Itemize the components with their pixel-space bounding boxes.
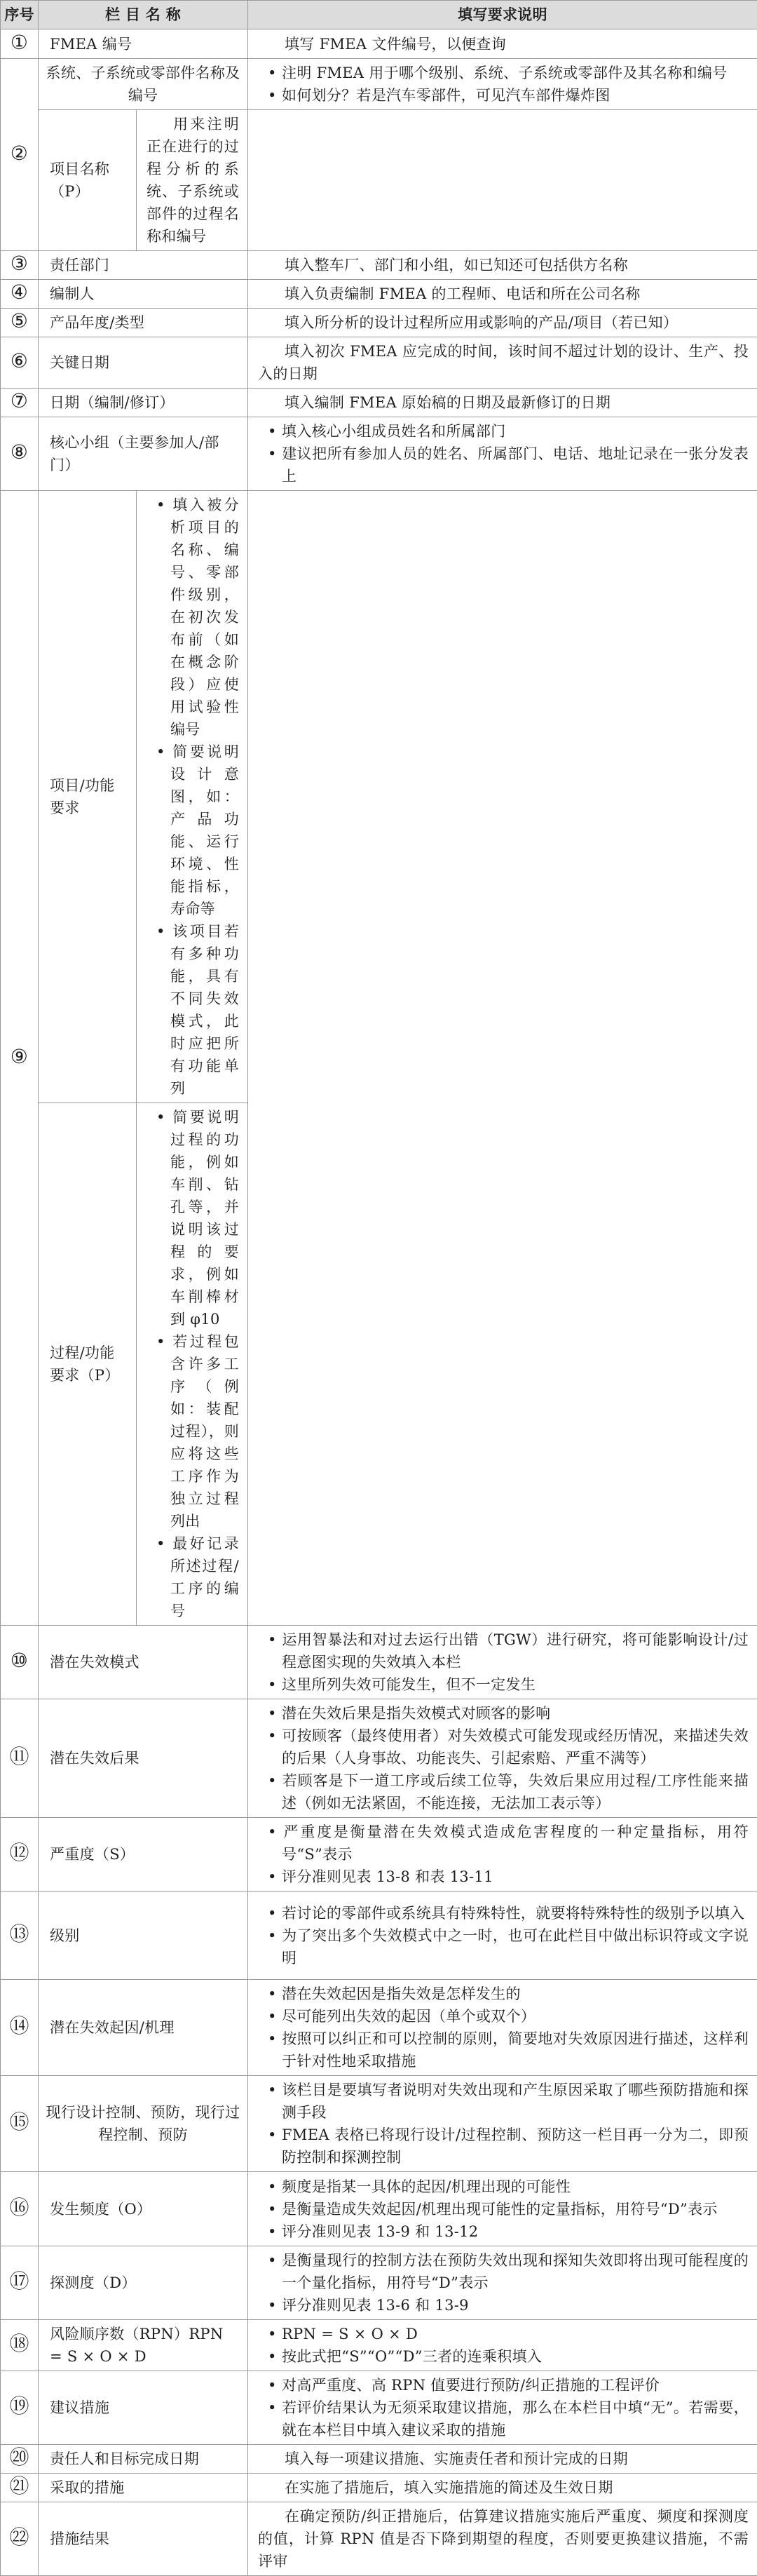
field-description bbox=[137, 110, 248, 251]
field-description bbox=[248, 2076, 757, 2172]
row-number: ⑫ bbox=[10, 1843, 29, 1863]
field-name: 责任人和目标完成日期 bbox=[39, 2445, 248, 2474]
description-bullet: • 潜在失效后果是指失效模式对顾客的影响 bbox=[258, 1702, 749, 1725]
description-text: 填写 FMEA 文件编号，以便查询 bbox=[258, 33, 749, 55]
field-description bbox=[248, 1818, 757, 1891]
header-desc: 填写要求说明 bbox=[248, 1, 757, 29]
row-number: ⑥ bbox=[10, 351, 29, 371]
description-bullet: • 可按顾客（最终使用者）对失效模式可能发现或经历情况，来描述失效的后果（人身事故、功能丧失、引起索赔、严重不满等） bbox=[258, 1725, 749, 1769]
table-row bbox=[1, 491, 757, 1103]
field-name: 潜在失效后果 bbox=[39, 1699, 248, 1818]
table-row bbox=[1, 1818, 757, 1891]
row-number-cell bbox=[1, 2246, 39, 2320]
table-row bbox=[1, 1980, 757, 2076]
description-bullet: • 频度是指某一具体的起因/机理出现的可能性 bbox=[258, 2176, 749, 2198]
row-number-cell bbox=[1, 2474, 39, 2502]
description-bullet: • 按此式把“S”“O”“D”三者的连乘积填入 bbox=[258, 2345, 749, 2368]
field-name: 过程/功能要求（P） bbox=[39, 1103, 137, 1626]
table-header-row bbox=[1, 1, 757, 29]
field-description bbox=[248, 2371, 757, 2445]
row-number: ㉒ bbox=[10, 2528, 29, 2547]
description-bullet: • 若顾客是下一道工序或后续工位等，失效后果应用过程/工序性能来描述（例如无法紧固，不能连接，无法加工表示等） bbox=[258, 1769, 749, 1814]
field-name: 项目名称（P） bbox=[39, 110, 137, 251]
row-number: ⑰ bbox=[10, 2272, 29, 2291]
row-number: ⑦ bbox=[10, 391, 29, 411]
field-description bbox=[248, 1980, 757, 2076]
row-number: ⑨ bbox=[10, 1047, 29, 1067]
row-number-cell bbox=[1, 2502, 39, 2576]
field-name: 潜在失效模式 bbox=[39, 1626, 248, 1699]
field-description bbox=[248, 309, 757, 337]
row-number-cell bbox=[1, 1818, 39, 1891]
description-bullet: • 简要说明过程的功能，例如车削、钻孔等，并说明该过程的要求，例如车削棒材到 φ10 bbox=[146, 1106, 239, 1330]
table-row bbox=[1, 1626, 757, 1699]
table-row bbox=[1, 389, 757, 417]
row-number-cell bbox=[1, 1699, 39, 1818]
field-name: 措施结果 bbox=[39, 2502, 248, 2576]
description-text: 填入整车厂、部门和小组，如已知还可包括供方名称 bbox=[258, 254, 749, 276]
row-number-cell bbox=[1, 2172, 39, 2246]
description-text: 在实施了措施后，填入实施措施的简述及生效日期 bbox=[258, 2476, 749, 2499]
field-name: 系统、子系统或零部件名称及编号 bbox=[39, 59, 248, 110]
field-name: 建议措施 bbox=[39, 2371, 248, 2445]
field-name: 潜在失效起因/机理 bbox=[39, 1980, 248, 2076]
description-bullet: • 按照可以纠正和可以控制的原则，简要地对失效原因进行描述，这样利于针对性地采取措施 bbox=[258, 2028, 749, 2072]
row-number: ④ bbox=[10, 283, 29, 302]
row-number: ③ bbox=[10, 254, 29, 274]
description-text: 填入负责编制 FMEA 的工程师、电话和所在公司名称 bbox=[258, 283, 749, 305]
row-number: ⑱ bbox=[10, 2334, 29, 2354]
description-bullet: • FMEA 表格已将现行设计/过程控制、预防这一栏目再一分为二，即预防控制和探测控制 bbox=[258, 2124, 749, 2169]
description-bullet: • 注明 FMEA 用于哪个级别、系统、子系统或零部件及其名称和编号 bbox=[258, 62, 749, 84]
row-number: ㉑ bbox=[10, 2476, 29, 2496]
field-description bbox=[248, 280, 757, 309]
row-number-cell bbox=[1, 491, 39, 1626]
row-number: ⑪ bbox=[10, 1747, 29, 1767]
field-name: 探测度（D） bbox=[39, 2246, 248, 2320]
row-number: ⑮ bbox=[10, 2112, 29, 2132]
description-bullet: • RPN = S × O × D bbox=[258, 2323, 749, 2345]
field-name: 风险顺序数（RPN）RPN = S × O × D bbox=[39, 2320, 248, 2371]
field-description bbox=[248, 2320, 757, 2371]
row-number-cell bbox=[1, 2445, 39, 2474]
field-description bbox=[248, 1626, 757, 1699]
row-number: ⑩ bbox=[10, 1651, 29, 1671]
description-bullet: • 尽可能列出失效的起因（单个或双个） bbox=[258, 2005, 749, 2028]
field-name: 级别 bbox=[39, 1891, 248, 1980]
description-bullet: • 评分准则见表 13-6 和 13-9 bbox=[258, 2294, 749, 2317]
description-bullet: • 该栏目是要填写者说明对失效出现和产生原因采取了哪些预防措施和探测手段 bbox=[258, 2079, 749, 2124]
description-text: 填入初次 FMEA 应完成的时间，该时间不超过计划的设计、生产、投入的日期 bbox=[258, 340, 749, 385]
field-name: 责任部门 bbox=[39, 251, 248, 280]
field-name: 采取的措施 bbox=[39, 2474, 248, 2502]
row-number-cell bbox=[1, 1626, 39, 1699]
row-number-cell bbox=[1, 389, 39, 417]
table-row bbox=[1, 417, 757, 491]
field-name: 严重度（S） bbox=[39, 1818, 248, 1891]
description-bullet: • 若评价结果认为无须采取建议措施，那么在本栏目中填“无”。若需要，就在本栏目中填入建议采取的措施 bbox=[258, 2396, 749, 2441]
table-row bbox=[1, 59, 757, 110]
field-description bbox=[248, 1699, 757, 1818]
field-description bbox=[248, 2474, 757, 2502]
row-number-cell bbox=[1, 1891, 39, 1980]
description-bullet: • 严重度是衡量潜在失效模式造成危害程度的一种定量指标，用符号“S”表示 bbox=[258, 1821, 749, 1866]
field-description bbox=[248, 251, 757, 280]
description-text: 用来注明正在进行的过程分析的系统、子系统或部件的过程名称和编号 bbox=[146, 113, 239, 248]
table-row bbox=[1, 1103, 757, 1626]
row-number-cell bbox=[1, 337, 39, 389]
row-number: ① bbox=[10, 33, 29, 53]
field-name: 日期（编制/修订） bbox=[39, 389, 248, 417]
description-bullet: • 最好记录所述过程/工序的编号 bbox=[146, 1532, 239, 1622]
description-bullet: • 对高严重度、高 RPN 值要进行预防/纠正措施的工程评价 bbox=[258, 2374, 749, 2396]
table-row bbox=[1, 2445, 757, 2474]
description-bullet: • 建议把所有参加人员的姓名、所属部门、电话、地址记录在一张分发表上 bbox=[258, 443, 749, 487]
description-bullet: • 评分准则见表 13-9 和 13-12 bbox=[258, 2220, 749, 2243]
description-bullet: • 这里所列失效可能发生，但不一定发生 bbox=[258, 1673, 749, 1696]
header-name: 栏 目 名 称 bbox=[39, 1, 248, 29]
table-row bbox=[1, 2320, 757, 2371]
row-number-cell bbox=[1, 2320, 39, 2371]
field-description bbox=[248, 2502, 757, 2576]
table-row bbox=[1, 337, 757, 389]
field-description bbox=[137, 1103, 248, 1626]
table-row bbox=[1, 2246, 757, 2320]
description-text: 填入每一项建议措施、实施责任者和预计完成的日期 bbox=[258, 2448, 749, 2470]
row-number-cell bbox=[1, 280, 39, 309]
description-text: 在确定预防/纠正措施后，估算建议措施实施后严重度、频度和探测度的值，计算 RPN 值是否下降到期望的程度，否则要更换建议措施，不需评审 bbox=[258, 2505, 749, 2572]
row-number-cell bbox=[1, 2076, 39, 2172]
row-number: ⑬ bbox=[10, 1924, 29, 1944]
description-text: 填入编制 FMEA 原始稿的日期及最新修订的日期 bbox=[258, 391, 749, 414]
field-description bbox=[248, 1891, 757, 1980]
field-name: 编制人 bbox=[39, 280, 248, 309]
row-number-cell bbox=[1, 251, 39, 280]
table-row bbox=[1, 2474, 757, 2502]
field-description bbox=[248, 2172, 757, 2246]
row-number: ⑳ bbox=[10, 2448, 29, 2467]
table-row bbox=[1, 29, 757, 59]
row-number-cell bbox=[1, 59, 39, 251]
row-number: ⑤ bbox=[10, 311, 29, 331]
description-bullet: • 填入核心小组成员姓名和所属部门 bbox=[258, 420, 749, 443]
field-name: 项目/功能要求 bbox=[39, 491, 137, 1103]
table-row bbox=[1, 309, 757, 337]
description-bullet: • 若讨论的零部件或系统具有特殊特性，就要将特殊特性的级别予以填入 bbox=[258, 1902, 749, 1924]
field-description bbox=[248, 417, 757, 491]
description-bullet: • 若过程包含许多工序（例如：装配过程），则应将这些工序作为独立过程列出 bbox=[146, 1330, 239, 1532]
table-row bbox=[1, 2076, 757, 2172]
field-name: 产品年度/类型 bbox=[39, 309, 248, 337]
field-description bbox=[248, 29, 757, 59]
field-name: 发生频度（O） bbox=[39, 2172, 248, 2246]
row-number: ⑭ bbox=[10, 2016, 29, 2036]
row-number-cell bbox=[1, 417, 39, 491]
field-description bbox=[248, 2445, 757, 2474]
row-number: ⑲ bbox=[10, 2396, 29, 2416]
table-row bbox=[1, 280, 757, 309]
header-no: 序号 bbox=[1, 1, 39, 29]
field-name: 核心小组（主要参加人/部门） bbox=[39, 417, 248, 491]
table-row bbox=[1, 110, 757, 251]
row-number: ⑯ bbox=[10, 2198, 29, 2218]
description-bullet: • 评分准则见表 13-8 和表 13-11 bbox=[258, 1866, 749, 1888]
description-bullet: • 为了突出多个失效模式中之一时，也可在此栏目中做出标识符或文字说明 bbox=[258, 1924, 749, 1969]
table-row bbox=[1, 2502, 757, 2576]
field-description bbox=[248, 389, 757, 417]
field-name: 关键日期 bbox=[39, 337, 248, 389]
description-text: 填入所分析的设计过程所应用或影响的产品/项目（若已知） bbox=[258, 311, 749, 334]
description-bullet: • 该项目若有多种功能，具有不同失效模式，此时应把所有功能单列 bbox=[146, 920, 239, 1100]
row-number-cell bbox=[1, 1980, 39, 2076]
row-number-cell bbox=[1, 309, 39, 337]
description-bullet: • 简要说明设计意图，如：产品功能、运行环境、性能指标，寿命等 bbox=[146, 741, 239, 920]
description-bullet: • 是衡量现行的控制方法在预防失效出现和探知失效即将出现可能程度的一个量化指标，用符号“D”表示 bbox=[258, 2249, 749, 2294]
field-name: 现行设计控制、预防，现行过程控制、预防 bbox=[39, 2076, 248, 2172]
field-description bbox=[248, 337, 757, 389]
description-bullet: • 运用智暴法和对过去运行出错（TGW）进行研究，将可能影响设计/过程意图实现的失效填入本栏 bbox=[258, 1628, 749, 1673]
description-bullet: • 是衡量造成失效起因/机理出现可能性的定量指标，用符号“D”表示 bbox=[258, 2198, 749, 2220]
description-bullet: • 如何划分？若是汽车零部件，可见汽车部件爆炸图 bbox=[258, 84, 749, 107]
description-bullet: • 潜在失效起因是指失效是怎样发生的 bbox=[258, 1983, 749, 2005]
field-description bbox=[248, 59, 757, 110]
row-number: ⑧ bbox=[10, 443, 29, 462]
table-row bbox=[1, 2172, 757, 2246]
field-description bbox=[248, 2246, 757, 2320]
table-row bbox=[1, 1891, 757, 1980]
row-number: ② bbox=[10, 144, 29, 163]
field-name: FMEA 编号 bbox=[39, 29, 248, 59]
field-description bbox=[137, 491, 248, 1103]
table-row bbox=[1, 2371, 757, 2445]
row-number-cell bbox=[1, 29, 39, 59]
description-bullet: • 填入被分析项目的名称、编号、零部件级别，在初次发布前（如在概念阶段）应使用试验性编号 bbox=[146, 494, 239, 741]
table-row bbox=[1, 251, 757, 280]
table-row bbox=[1, 1699, 757, 1818]
row-number-cell bbox=[1, 2371, 39, 2445]
